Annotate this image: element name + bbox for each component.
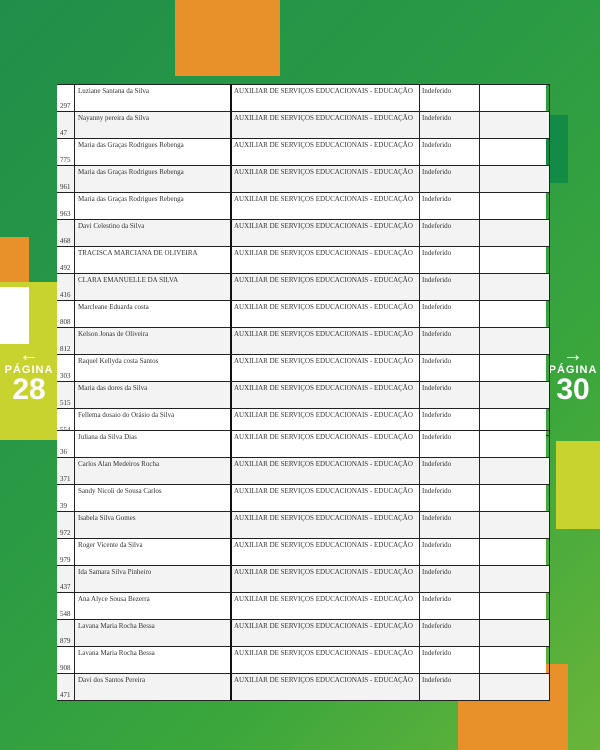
status-cell: Indeferido (420, 566, 480, 593)
deco-orange-left (0, 237, 29, 282)
empty-cell (480, 85, 550, 112)
status-cell: Indeferido (420, 355, 480, 382)
candidate-name: Lavana Maria Rocha Bessa (75, 620, 232, 647)
candidate-name: Ida Samara Silva Pinheiro (75, 566, 232, 593)
empty-cell (480, 539, 550, 566)
role-cell: AUXILIAR DE SERVIÇOS EDUCACIONAIS - EDUCAÇÃO (231, 674, 420, 701)
role-cell: AUXILIAR DE SERVIÇOS EDUCACIONAIS - EDUCAÇÃO (231, 566, 420, 593)
status-cell: Indeferido (420, 620, 480, 647)
table-row (57, 139, 550, 166)
row-index-cell (57, 539, 75, 566)
row-index: 492 (60, 264, 71, 272)
row-index: 437 (60, 583, 71, 591)
candidate-name: CLARA EMANUELLE DA SILVA (75, 274, 232, 301)
row-index-cell (57, 674, 75, 701)
empty-cell (480, 647, 550, 674)
row-index: 471 (60, 691, 71, 699)
candidate-name: Juliana da Silva Dias (75, 431, 232, 458)
status-cell: Indeferido (420, 328, 480, 355)
candidate-name: Roger Vicente da Silva (75, 539, 232, 566)
deco-orange-top (175, 0, 280, 76)
candidate-name: Davi Celestino da Silva (75, 220, 232, 247)
row-index-cell (57, 220, 75, 247)
row-index: 36 (60, 448, 67, 456)
empty-cell (480, 166, 550, 193)
status-cell: Indeferido (420, 674, 480, 701)
status-cell: Indeferido (420, 85, 480, 112)
table-row (57, 382, 550, 409)
next-page-label: PÁGINA (548, 364, 598, 376)
empty-cell (480, 382, 550, 409)
empty-cell (480, 620, 550, 647)
role-cell: AUXILIAR DE SERVIÇOS EDUCACIONAIS - EDUCAÇÃO (231, 409, 420, 436)
prev-page-nav[interactable] (4, 346, 54, 404)
row-index-cell (57, 193, 75, 220)
row-index: 39 (60, 502, 67, 510)
status-cell: Indeferido (420, 647, 480, 674)
status-cell: Indeferido (420, 139, 480, 166)
table-row (57, 485, 550, 512)
candidate-name: Sandy Nicoli de Sousa Carlos (75, 485, 232, 512)
role-cell: AUXILIAR DE SERVIÇOS EDUCACIONAIS - EDUCAÇÃO (231, 274, 420, 301)
results-table-1 (57, 84, 546, 436)
candidate-name: Lavana Maria Rocha Bessa (75, 647, 232, 674)
status-cell: Indeferido (420, 301, 480, 328)
role-cell: AUXILIAR DE SERVIÇOS EDUCACIONAIS - EDUCAÇÃO (231, 355, 420, 382)
row-index-cell (57, 382, 75, 409)
results-table-2 (57, 430, 546, 701)
empty-cell (480, 193, 550, 220)
role-cell: AUXILIAR DE SERVIÇOS EDUCACIONAIS - EDUCAÇÃO (231, 220, 420, 247)
candidate-name: Nayanny pereira da Silva (75, 112, 232, 139)
empty-cell (480, 674, 550, 701)
empty-cell (480, 274, 550, 301)
table-row (57, 193, 550, 220)
candidate-name: TRACISCA MARCIANA DE OLIVEIRA (75, 247, 232, 274)
candidate-name: Isabela Silva Gomes (75, 512, 232, 539)
deco-white-left-inner (0, 287, 29, 344)
table-row (57, 355, 550, 382)
empty-cell (480, 112, 550, 139)
table-row (57, 328, 550, 355)
row-index: 515 (60, 399, 71, 407)
candidate-name: Davi dos Santos Pereira (75, 674, 232, 701)
role-cell: AUXILIAR DE SERVIÇOS EDUCACIONAIS - EDUCAÇÃO (231, 539, 420, 566)
status-cell: Indeferido (420, 193, 480, 220)
row-index-cell (57, 247, 75, 274)
row-index-cell (57, 620, 75, 647)
prev-page-label: PÁGINA (4, 364, 54, 376)
row-index: 879 (60, 637, 71, 645)
status-cell: Indeferido (420, 247, 480, 274)
row-index: 548 (60, 610, 71, 618)
role-cell: AUXILIAR DE SERVIÇOS EDUCACIONAIS - EDUCAÇÃO (231, 85, 420, 112)
row-index-cell (57, 328, 75, 355)
candidate-name: Maria das dores da Silva (75, 382, 232, 409)
role-cell: AUXILIAR DE SERVIÇOS EDUCACIONAIS - EDUCAÇÃO (231, 328, 420, 355)
row-index-cell (57, 431, 75, 458)
table-row (57, 112, 550, 139)
candidate-name: Raquel Kellyda costa Santos (75, 355, 232, 382)
row-index-cell (57, 647, 75, 674)
prev-page-number: 28 (12, 373, 46, 406)
table-row (57, 431, 550, 458)
empty-cell (480, 301, 550, 328)
arrow-right-icon: → (563, 344, 583, 366)
status-cell: Indeferido (420, 274, 480, 301)
table-row (57, 274, 550, 301)
status-cell: Indeferido (420, 539, 480, 566)
role-cell: AUXILIAR DE SERVIÇOS EDUCACIONAIS - EDUCAÇÃO (231, 247, 420, 274)
arrow-left-icon: ← (19, 344, 39, 366)
row-index: 468 (60, 237, 71, 245)
role-cell: AUXILIAR DE SERVIÇOS EDUCACIONAIS - EDUCAÇÃO (231, 301, 420, 328)
empty-cell (480, 593, 550, 620)
role-cell: AUXILIAR DE SERVIÇOS EDUCACIONAIS - EDUCAÇÃO (231, 112, 420, 139)
next-page-number: 30 (556, 373, 590, 406)
candidate-name: Marcleane Eduarda costa (75, 301, 232, 328)
deco-lime-right (556, 441, 600, 529)
table-row (57, 512, 550, 539)
empty-cell (480, 431, 550, 458)
role-cell: AUXILIAR DE SERVIÇOS EDUCACIONAIS - EDUCAÇÃO (231, 382, 420, 409)
empty-cell (480, 247, 550, 274)
table-row (57, 301, 550, 328)
table-row (57, 247, 550, 274)
role-cell: AUXILIAR DE SERVIÇOS EDUCACIONAIS - EDUCAÇÃO (231, 647, 420, 674)
role-cell: AUXILIAR DE SERVIÇOS EDUCACIONAIS - EDUCAÇÃO (231, 139, 420, 166)
row-index: 371 (60, 475, 71, 483)
status-cell: Indeferido (420, 431, 480, 458)
row-index-cell (57, 166, 75, 193)
row-index-cell (57, 85, 75, 112)
row-index: 812 (60, 345, 71, 353)
role-cell: AUXILIAR DE SERVIÇOS EDUCACIONAIS - EDUCAÇÃO (231, 193, 420, 220)
role-cell: AUXILIAR DE SERVIÇOS EDUCACIONAIS - EDUCAÇÃO (231, 458, 420, 485)
empty-cell (480, 566, 550, 593)
row-index: 808 (60, 318, 71, 326)
table-row (57, 620, 550, 647)
candidate-name: Kelson Jonas de Oliveira (75, 328, 232, 355)
row-index-cell (57, 566, 75, 593)
row-index-cell (57, 355, 75, 382)
table-row (57, 85, 550, 112)
row-index: 963 (60, 210, 71, 218)
candidate-name: Luziane Santana da Silva (75, 85, 232, 112)
row-index: 979 (60, 556, 71, 564)
row-index-cell (57, 458, 75, 485)
row-index: 297 (60, 102, 71, 110)
row-index-cell (57, 512, 75, 539)
status-cell: Indeferido (420, 409, 480, 436)
table-row (57, 166, 550, 193)
empty-cell (480, 328, 550, 355)
status-cell: Indeferido (420, 485, 480, 512)
empty-cell (480, 355, 550, 382)
row-index-cell (57, 112, 75, 139)
candidate-name: Fellema dosaio do Orásio da Silva (75, 409, 232, 436)
role-cell: AUXILIAR DE SERVIÇOS EDUCACIONAIS - EDUCAÇÃO (231, 485, 420, 512)
table-row (57, 458, 550, 485)
role-cell: AUXILIAR DE SERVIÇOS EDUCACIONAIS - EDUCAÇÃO (231, 431, 420, 458)
table-row (57, 566, 550, 593)
row-index-cell (57, 301, 75, 328)
row-index: 908 (60, 664, 71, 672)
table-row (57, 674, 550, 701)
empty-cell (480, 485, 550, 512)
row-index: 303 (60, 372, 71, 380)
row-index: 972 (60, 529, 71, 537)
row-index: 47 (60, 129, 67, 137)
role-cell: AUXILIAR DE SERVIÇOS EDUCACIONAIS - EDUCAÇÃO (231, 512, 420, 539)
status-cell: Indeferido (420, 458, 480, 485)
empty-cell (480, 139, 550, 166)
status-cell: Indeferido (420, 220, 480, 247)
row-index: 416 (60, 291, 71, 299)
row-index-cell (57, 139, 75, 166)
row-index: 961 (60, 183, 71, 191)
empty-cell (480, 512, 550, 539)
table-row (57, 593, 550, 620)
status-cell: Indeferido (420, 593, 480, 620)
empty-cell (480, 220, 550, 247)
candidate-name: Maria das Graças Rodrigues Rebenga (75, 193, 232, 220)
status-cell: Indeferido (420, 512, 480, 539)
table-row (57, 539, 550, 566)
row-index: 775 (60, 156, 71, 164)
row-index-cell (57, 593, 75, 620)
empty-cell (480, 458, 550, 485)
status-cell: Indeferido (420, 112, 480, 139)
table-row (57, 647, 550, 674)
candidate-name: Ana Alyce Sousa Bezerra (75, 593, 232, 620)
status-cell: Indeferido (420, 382, 480, 409)
candidate-name: Maria das Graças Rodrigues Rebenga (75, 139, 232, 166)
status-cell: Indeferido (420, 166, 480, 193)
candidate-name: Carlos Alan Medeiros Rocha (75, 458, 232, 485)
next-page-nav[interactable] (548, 346, 598, 404)
table-row (57, 220, 550, 247)
role-cell: AUXILIAR DE SERVIÇOS EDUCACIONAIS - EDUCAÇÃO (231, 166, 420, 193)
row-index-cell (57, 485, 75, 512)
role-cell: AUXILIAR DE SERVIÇOS EDUCACIONAIS - EDUCAÇÃO (231, 620, 420, 647)
role-cell: AUXILIAR DE SERVIÇOS EDUCACIONAIS - EDUCAÇÃO (231, 593, 420, 620)
candidate-name: Maria das Graças Rodrigues Rebenga (75, 166, 232, 193)
row-index-cell (57, 274, 75, 301)
